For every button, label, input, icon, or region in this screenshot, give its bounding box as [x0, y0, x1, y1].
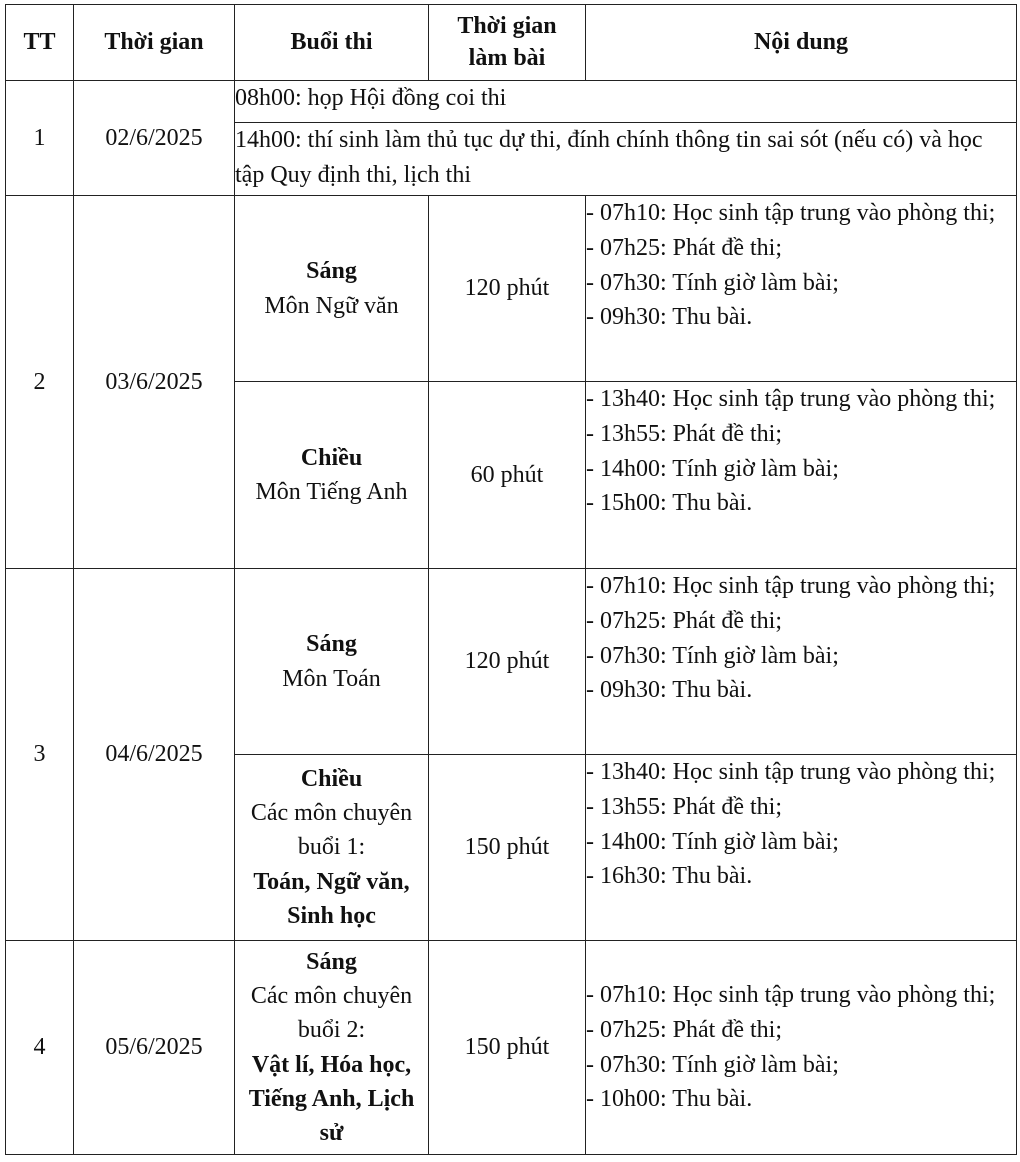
- session-subject: Các môn chuyên buổi 2:: [250, 983, 413, 1044]
- session-period: Sáng: [306, 258, 357, 285]
- row-3-date: 04/6/2025: [74, 569, 235, 941]
- content-line: - 13h55: Phát đề thi;: [586, 420, 782, 447]
- table-row: [6, 569, 1017, 755]
- content-line: - 13h55: Phát đề thi;: [586, 793, 782, 820]
- content-line: - 15h00: Thu bài.: [586, 490, 753, 517]
- header-content: Nội dung: [586, 5, 1017, 81]
- content-line: - 14h00: Tính giờ làm bài;: [586, 455, 839, 482]
- row-3-duration-morning: 120 phút: [429, 569, 586, 755]
- row-4-content-morning: [586, 941, 1017, 1155]
- header-tt: TT: [6, 5, 74, 81]
- row-1-note-1: 08h00: họp Hội đồng coi thi: [235, 81, 1017, 123]
- session-period: Sáng: [306, 949, 357, 976]
- row-2-content-morning: [586, 196, 1017, 382]
- content-line: - 07h25: Phát đề thi;: [586, 607, 782, 634]
- header-duration-line2: làm bài: [468, 44, 546, 71]
- row-2-date: 03/6/2025: [74, 196, 235, 569]
- row-3-content-afternoon: [586, 755, 1017, 941]
- session-subject: Môn Toán: [282, 665, 381, 692]
- session-subject: Các môn chuyên buổi 1:: [250, 800, 413, 861]
- table-row: [6, 196, 1017, 382]
- session-subjects-bold: Vật lí, Hóa học, Tiếng Anh, Lịch sử: [248, 1051, 415, 1146]
- header-session: Buổi thi: [235, 5, 429, 81]
- row-3-tt: 3: [6, 569, 74, 941]
- content-line: - 07h10: Học sinh tập trung vào phòng thi;: [586, 200, 996, 226]
- session-subject: Môn Tiếng Anh: [255, 479, 408, 505]
- content-line: - 07h25: Phát đề thi;: [586, 234, 782, 261]
- header-date: Thời gian: [74, 5, 235, 81]
- row-4-date: 05/6/2025: [74, 941, 235, 1155]
- row-2-duration-morning: 120 phút: [429, 196, 586, 382]
- row-2-tt: 2: [6, 196, 74, 569]
- content-line: - 14h00: Tính giờ làm bài;: [586, 828, 839, 855]
- content-line: - 07h30: Tính giờ làm bài;: [586, 1051, 839, 1078]
- header-duration-line1: Thời gian: [457, 13, 557, 40]
- session-period: Chiều: [300, 444, 363, 471]
- content-line: - 09h30: Thu bài.: [586, 677, 753, 704]
- row-1-date: 02/6/2025: [74, 81, 235, 196]
- session-period: Sáng: [306, 631, 357, 658]
- content-line: - 07h25: Phát đề thi;: [586, 1016, 782, 1043]
- row-3-session-afternoon: [235, 755, 429, 941]
- row-3-session-morning: [235, 569, 429, 755]
- row-2-duration-afternoon: 60 phút: [429, 382, 586, 569]
- header-duration: [429, 5, 586, 81]
- header-row: [6, 5, 1017, 81]
- session-subject: Môn Ngữ văn: [264, 292, 399, 319]
- content-line: - 07h10: Học sinh tập trung vào phòng thi;: [586, 573, 996, 599]
- row-2-content-afternoon: [586, 382, 1017, 569]
- row-2-session-morning: [235, 196, 429, 382]
- row-1-tt: 1: [6, 81, 74, 196]
- row-1-note-2: 14h00: thí sinh làm thủ tục dự thi, đính chính thông tin sai sót (nếu có) và học tập Quy định thi, lịch thi: [235, 123, 1017, 196]
- content-line: - 07h30: Tính giờ làm bài;: [586, 269, 839, 296]
- session-period: Chiều: [300, 766, 363, 793]
- content-line: - 09h30: Thu bài.: [586, 304, 753, 331]
- content-line: - 13h40: Học sinh tập trung vào phòng thi;: [586, 386, 996, 412]
- row-4-session-morning: [235, 941, 429, 1155]
- row-3-duration-afternoon: 150 phút: [429, 755, 586, 941]
- content-line: - 07h10: Học sinh tập trung vào phòng thi;: [586, 981, 996, 1008]
- exam-schedule-table: [5, 4, 1017, 1155]
- row-3-content-morning: [586, 569, 1017, 755]
- row-4-tt: 4: [6, 941, 74, 1155]
- content-line: - 16h30: Thu bài.: [586, 863, 753, 890]
- table-row: [6, 81, 1017, 123]
- content-line: - 13h40: Học sinh tập trung vào phòng thi;: [586, 759, 996, 785]
- row-4-duration-morning: 150 phút: [429, 941, 586, 1155]
- row-2-session-afternoon: [235, 382, 429, 569]
- session-subjects-bold: Toán, Ngữ văn, Sinh học: [253, 868, 410, 929]
- content-line: - 10h00: Thu bài.: [586, 1086, 753, 1113]
- content-line: - 07h30: Tính giờ làm bài;: [586, 642, 839, 669]
- table-row: [6, 941, 1017, 1155]
